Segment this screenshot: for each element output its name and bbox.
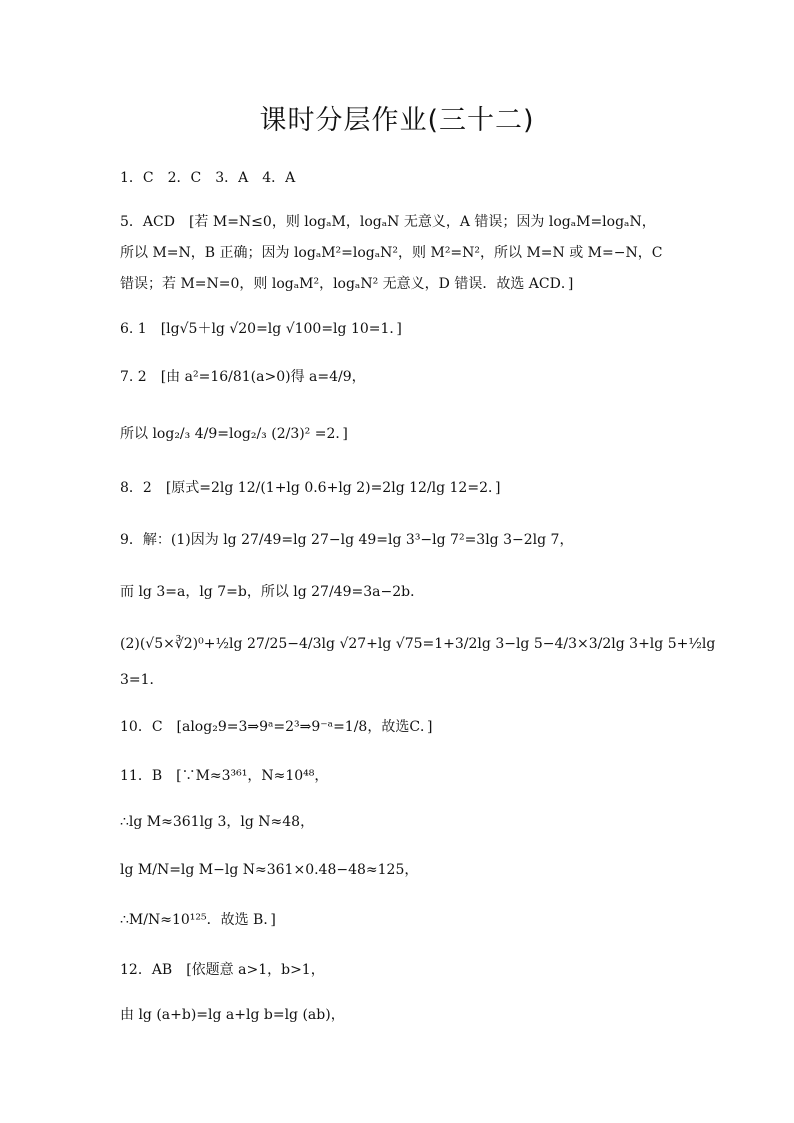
answer-line-2: 5．ACD [若 M=N≤0，则 logₐM，logₐN 无意义，A 错误；因为 logₐM=logₐN， <box>120 214 656 230</box>
answer-line-13: 10．C [alog₂9=3⇒9ᵃ=2³⇒9⁻ᵃ=1/8，故选C．] <box>120 719 433 735</box>
answer-line-3: 所以 M=N，B 正确；因为 logₐM²=logₐN²，则 M²=N²，所以 M=N 或 M=−N，C <box>120 245 663 261</box>
answer-line-17: ∴M/N≈10¹²⁵．故选 B．] <box>120 912 276 928</box>
answer-line-19: 由 lg (a+b)=lg a+lg b=lg (ab)， <box>120 1007 345 1023</box>
answer-line-15: ∴lg M≈361lg 3，lg N≈48， <box>120 814 315 830</box>
answer-line-9: 9．解：(1)因为 lg 27/49=lg 27−lg 49=lg 3³−lg 7²=3lg 3−2lg 7， <box>120 532 574 548</box>
answer-line-7: 所以 log₂/₃ 4/9=log₂/₃ (2/3)² =2．] <box>120 426 348 442</box>
answer-line-6: 7. 2 [由 a²=16/81(a>0)得 a=4/9， <box>120 369 366 385</box>
answer-line-14: 11．B [∵M≈3³⁶¹，N≈10⁴⁸， <box>120 768 329 784</box>
page-title: 课时分层作业(三十二) <box>259 105 535 136</box>
answer-line-8: 8．2 [原式=2lg 12/(1+lg 0.6+lg 2)=2lg 12/lg 12=2．] <box>120 480 501 496</box>
answer-line-4: 错误；若 M=N=0，则 logₐM²，logₐN² 无意义，D 错误．故选 ACD．] <box>120 276 574 292</box>
answer-line-16: lg M/N=lg M−lg N≈361×0.48−48≈125， <box>120 862 419 878</box>
answer-line-12: 3=1． <box>120 672 164 688</box>
answer-line-18: 12．AB [依题意 a>1，b>1， <box>120 962 325 978</box>
answer-line-1: 1．C 2．C 3．A 4．A <box>120 170 296 186</box>
answer-line-11: (2)(√5×∛2)⁰+½lg 27/25−4/3lg √27+lg √75=1+3/2lg 3−lg 5−4/3×3/2lg 3+lg 5+½lg <box>120 636 716 652</box>
answer-line-10: 而 lg 3=a，lg 7=b，所以 lg 27/49=3a−2b． <box>120 584 425 600</box>
answer-line-5: 6. 1 [lg√5＋lg √20=lg √100=lg 10=1．] <box>120 321 402 337</box>
